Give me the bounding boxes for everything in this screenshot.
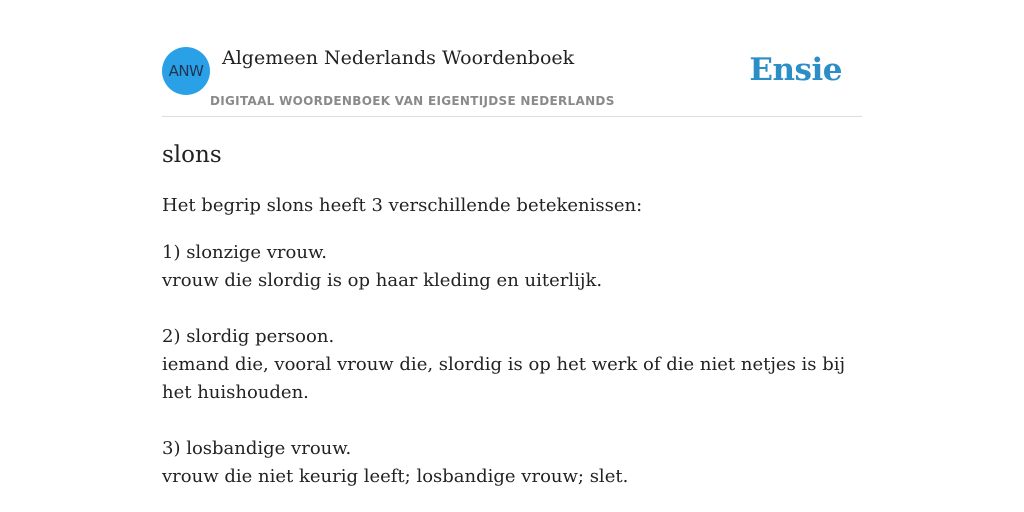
definition-term: 2) slordig persoon. [162,326,335,347]
entry-intro: Het begrip slons heeft 3 verschillende betekenissen: [162,195,643,216]
definition-item [162,239,862,295]
definition-term: 1) slonzige vrouw. [162,242,327,263]
site-title[interactable]: Algemeen Nederlands Woordenboek [222,47,575,69]
definition-description: vrouw die niet keurig leeft; losbandige vrouw; slet. [162,466,629,487]
definition-description: vrouw die slordig is op haar kleding en uiterlijk. [162,270,603,291]
definition-item [162,323,862,407]
definition-term: 3) losbandige vrouw. [162,438,352,459]
site-header [162,0,862,117]
definition-item [162,435,862,491]
site-subtitle: DIGITAAL WOORDENBOEK VAN EIGENTIJDSE NEDERLANDS [210,94,615,108]
ensie-brand-link[interactable]: Ensie [749,52,842,88]
anw-logo[interactable]: ANW [162,47,210,95]
definition-list [162,239,862,512]
entry-headword: slons [162,142,222,168]
definition-description: iemand die, vooral vrouw die, slordig is op het werk of die niet netjes is bij het huishouden. [162,354,846,403]
